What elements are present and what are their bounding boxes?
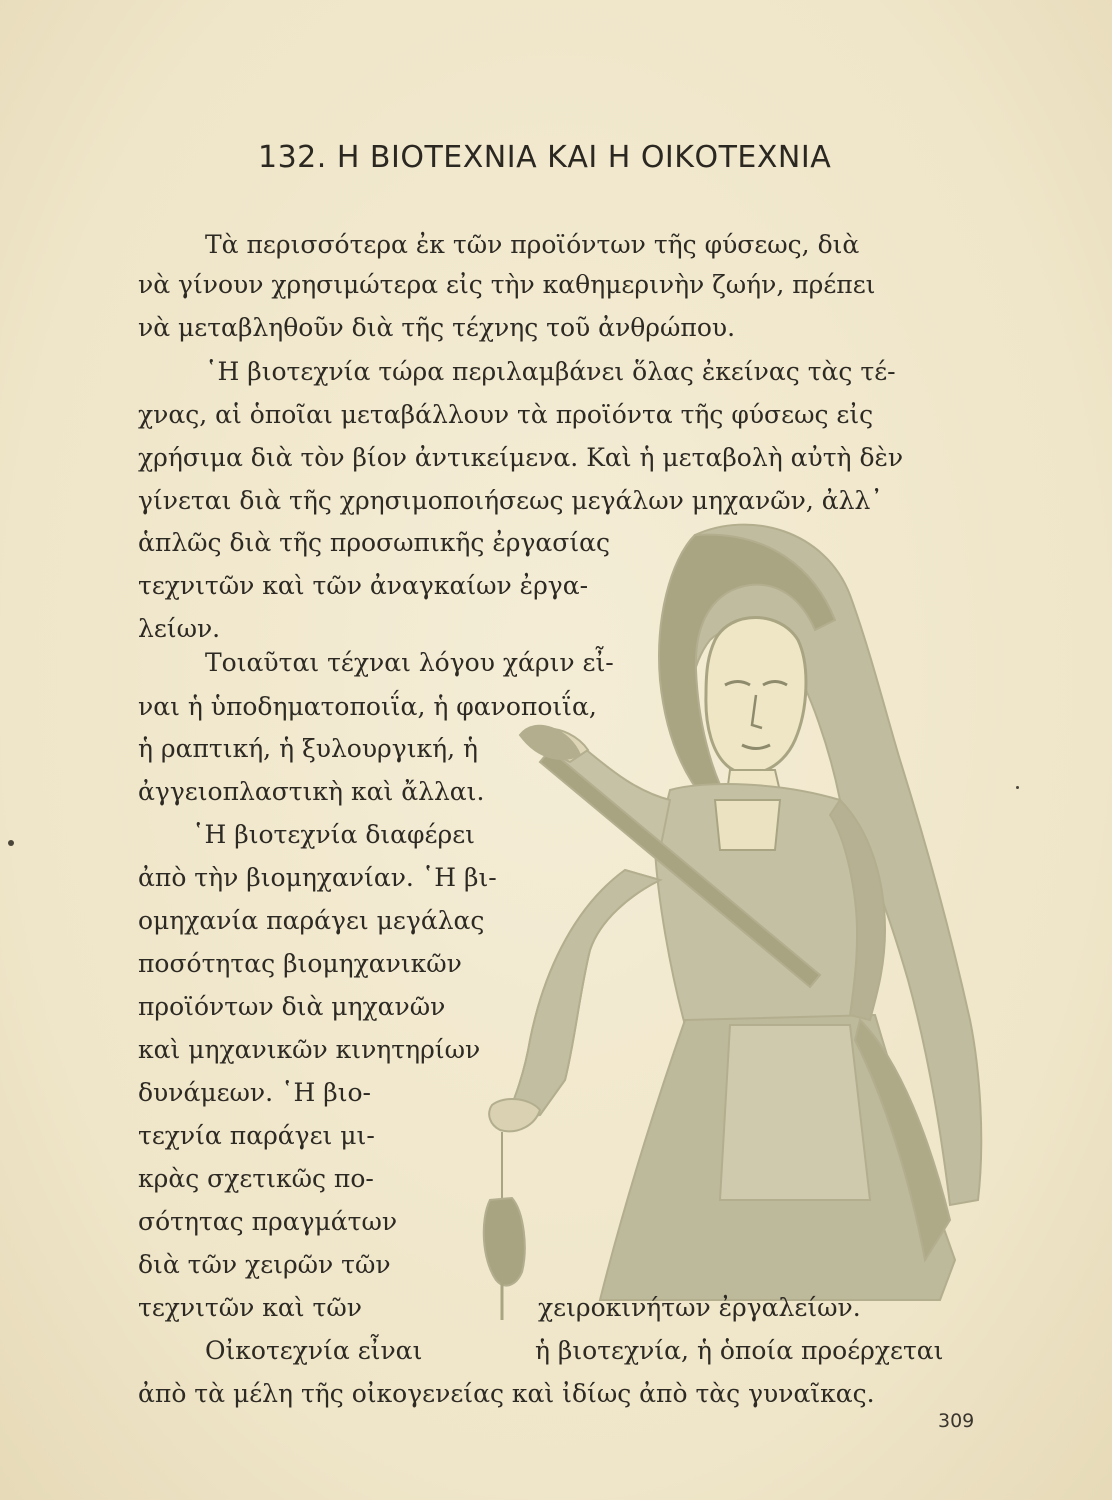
text-line: ἀπὸ τὴν βιομηχανίαν. ῾Η βι- bbox=[138, 863, 497, 892]
text-line: ἡ βιοτεχνία, ἡ ὁποία προέρχεται bbox=[535, 1336, 944, 1365]
text-line: λείων. bbox=[138, 614, 221, 643]
text-line: διὰ τῶν χειρῶν τῶν bbox=[138, 1250, 391, 1279]
text-line: ἡ ραπτική, ἡ ξυλουργική, ἡ bbox=[138, 734, 478, 763]
text-line: νὰ γίνουν χρησιμώτερα εἰς τὴν καθημερινὴν ζωήν, πρέπει bbox=[138, 270, 876, 299]
ink-speck bbox=[8, 840, 14, 846]
ink-speck bbox=[1016, 786, 1019, 789]
page-number: 309 bbox=[938, 1410, 975, 1432]
text-line: δυνάμεων. ῾Η βιο- bbox=[138, 1078, 372, 1107]
text-line: ποσότητας βιομηχανικῶν bbox=[138, 949, 462, 978]
text-line: χρήσιμα διὰ τὸν βίον ἀντικείμενα. Καὶ ἡ μεταβολὴ αὐτὴ δὲν bbox=[138, 443, 904, 472]
section-heading: 132. Η ΒΙΟΤΕΧΝΙΑ ΚΑΙ Η ΟΙΚΟΤΕΧΝΙΑ bbox=[258, 140, 832, 175]
text-line: Οἰκοτεχνία εἶναι bbox=[205, 1336, 423, 1365]
text-line: ἀπὸ τὰ μέλη τῆς οἰκογενείας καὶ ἰδίως ἀπὸ τὰς γυναῖκας. bbox=[138, 1379, 875, 1408]
text-line: ῾Η βιοτεχνία διαφέρει bbox=[192, 820, 475, 849]
text-line: τεχνιτῶν καὶ τῶν ἀναγκαίων ἐργα- bbox=[138, 571, 589, 600]
text-line: προϊόντων διὰ μηχανῶν bbox=[138, 992, 446, 1021]
text-line: ῾Η βιοτεχνία τώρα περιλαμβάνει ὅλας ἐκείνας τὰς τέ- bbox=[205, 357, 896, 386]
text-line: κρὰς σχετικῶς πο- bbox=[138, 1164, 374, 1193]
text-line: ἀγγειοπλαστικὴ καὶ ἄλλαι. bbox=[138, 777, 485, 806]
text-line: ναι ἡ ὑποδηματοποιΐα, ἡ φανοποιΐα, bbox=[138, 692, 597, 721]
text-line: χειροκινήτων ἐργαλείων. bbox=[538, 1293, 861, 1322]
text-line: Τοιαῦται τέχναι λόγου χάριν εἶ- bbox=[205, 648, 614, 677]
text-line: καὶ μηχανικῶν κινητηρίων bbox=[138, 1035, 481, 1064]
text-line: σότητας πραγμάτων bbox=[138, 1207, 398, 1236]
text-line: γίνεται διὰ τῆς χρησιμοποιήσεως μεγάλων μηχανῶν, ἀλλ᾽ bbox=[138, 486, 883, 515]
text-line: τεχνιτῶν καὶ τῶν bbox=[138, 1293, 362, 1322]
text-line: ἁπλῶς διὰ τῆς προσωπικῆς ἐργασίας bbox=[138, 528, 611, 557]
woman-spinning-illustration-icon bbox=[430, 500, 990, 1350]
text-line: ομηχανία παράγει μεγάλας bbox=[138, 906, 485, 935]
text-line: τεχνία παράγει μι- bbox=[138, 1121, 375, 1150]
text-line: Τὰ περισσότερα ἐκ τῶν προϊόντων τῆς φύσεως, διὰ bbox=[205, 230, 860, 259]
text-line: χνας, αἱ ὁποῖαι μεταβάλλουν τὰ προϊόντα τῆς φύσεως εἰς bbox=[138, 400, 874, 429]
text-line: νὰ μεταβληθοῦν διὰ τῆς τέχνης τοῦ ἀνθρώπου. bbox=[138, 313, 736, 342]
